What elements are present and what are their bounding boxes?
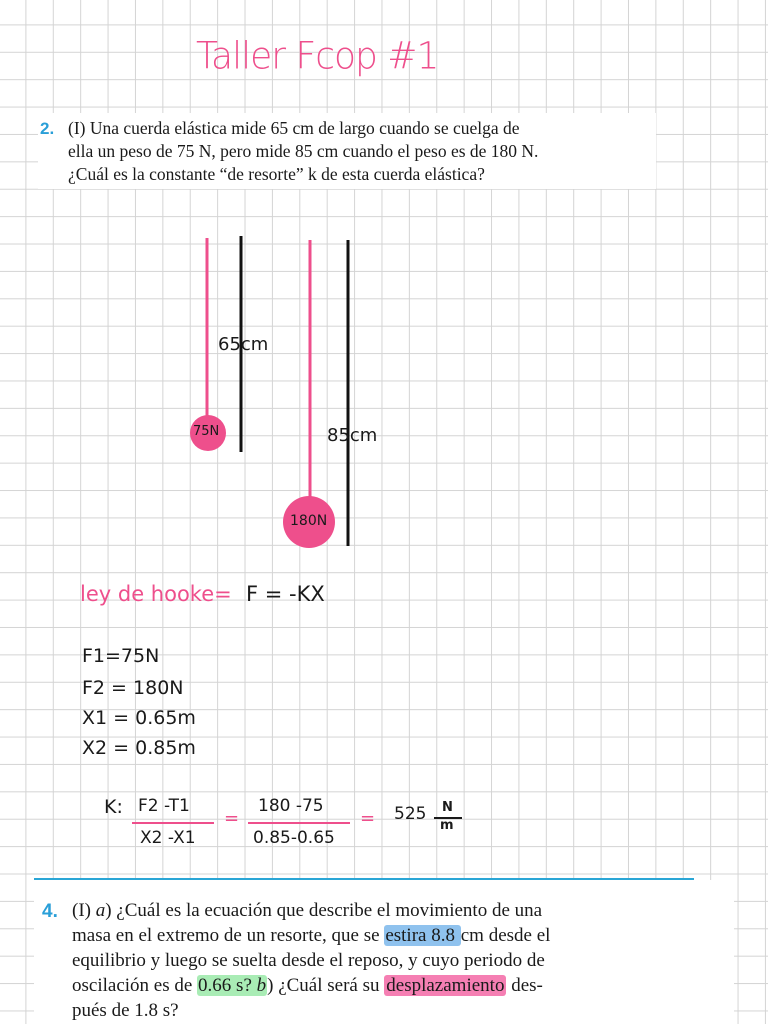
text-run: des-	[506, 975, 543, 996]
question-4-block	[34, 880, 734, 1024]
question-number: 4.	[42, 901, 58, 922]
question-4-line-4	[72, 975, 543, 997]
text-run: b	[256, 975, 267, 996]
question-2-line-3: ¿Cuál es la constante “de resorte” k de esta cuerda elástica?	[68, 164, 485, 184]
k-label: K:	[104, 796, 123, 818]
law-label: ley de hooke=	[80, 582, 232, 606]
law-formula: F = -KX	[246, 582, 325, 606]
text-run: cm desde el	[460, 925, 551, 946]
given-x2: X2 = 0.85m	[82, 737, 196, 759]
text-run: oscilación es de	[72, 975, 198, 996]
result-value: 525	[394, 804, 427, 824]
highlight-blue: estira 8.8	[385, 925, 460, 946]
fraction-1-numerator: F2 -T1	[138, 796, 190, 816]
length-label-2: 85cm	[327, 425, 378, 446]
question-4-line-3: equilibrio y luego se suelta desde el reposo, y cuyo periodo de	[72, 950, 545, 971]
question-number: 2.	[40, 119, 55, 138]
page-title: Taller Fcop #1	[196, 34, 439, 79]
fraction-2-numerator: 180 -75	[258, 796, 324, 816]
length-label-1: 65cm	[218, 334, 269, 355]
question-4-line-2	[72, 925, 550, 947]
text-run: a	[95, 900, 106, 921]
highlight-pink: desplazamiento	[386, 975, 505, 996]
result-unit-denominator: m	[440, 818, 454, 833]
fraction-1-bar	[132, 822, 214, 824]
text-run: 0.66 s?	[198, 975, 257, 996]
given-f1: F1=75N	[82, 645, 160, 667]
text-run: ) ¿Cuál será su	[267, 975, 385, 996]
given-x1: X1 = 0.65m	[82, 707, 196, 729]
weight-label-1: 75N	[193, 424, 220, 439]
result-unit-numerator: N	[442, 800, 453, 815]
fraction-2-bar	[248, 822, 350, 824]
text-run: ) ¿Cuál es la ecuación que describe el movimiento de una	[105, 900, 543, 921]
question-2-line-1: (I) Una cuerda elástica mide 65 cm de largo cuando se cuelga de	[68, 118, 520, 138]
equals-sign-2: =	[360, 808, 376, 829]
given-f2: F2 = 180N	[82, 677, 184, 699]
question-4-line-5: pués de 1.8 s?	[72, 1000, 179, 1021]
fraction-1-denominator: X2 -X1	[140, 828, 196, 848]
fraction-2-denominator: 0.85-0.65	[253, 828, 335, 848]
highlight-green	[197, 975, 267, 996]
weight-label-2: 180N	[290, 513, 328, 529]
question-2-line-2: ella un peso de 75 N, pero mide 85 cm cuando el peso es de 180 N.	[68, 141, 539, 161]
text-run: masa en el extremo de un resorte, que se	[72, 925, 385, 946]
question-4-line-1	[72, 900, 542, 922]
text-run: (I)	[72, 900, 96, 921]
equals-sign-1: =	[224, 808, 240, 829]
